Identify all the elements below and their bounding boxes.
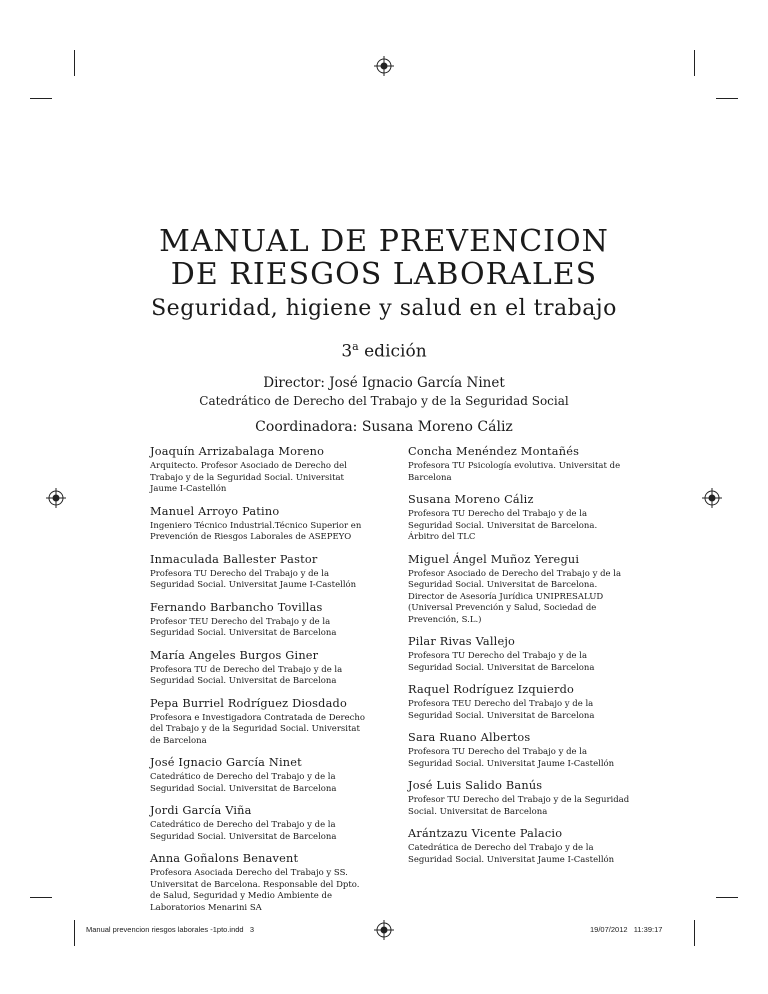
edition-label bbox=[0, 337, 768, 362]
contributor-name: Susana Moreno Cáliz bbox=[408, 493, 534, 506]
contributor-description: Profesora TU de Derecho del Trabajo y de la Seguridad Social. Universitat de Barcelona bbox=[150, 664, 343, 686]
contributor-name: Pilar Rivas Vallejo bbox=[408, 635, 516, 648]
contributor-description: Profesora TU Derecho del Trabajo y de la Seguridad Social. Universitat Jaume I-Castellón bbox=[150, 568, 357, 590]
crop-mark bbox=[74, 920, 75, 946]
registration-mark-icon bbox=[702, 488, 722, 508]
crop-mark bbox=[716, 98, 738, 99]
contributor-entry bbox=[150, 553, 372, 592]
edition-number: 3 bbox=[341, 341, 353, 362]
director-line: Director: José Ignacio García Ninet bbox=[263, 375, 505, 391]
book-subtitle: Seguridad, higiene y salud en el trabajo bbox=[151, 296, 617, 321]
crop-mark bbox=[694, 50, 695, 76]
contributor-name: María Angeles Burgos Giner bbox=[150, 648, 319, 662]
contributor-name: Fernando Barbancho Tovillas bbox=[150, 600, 323, 614]
contributor-description: Profesora TU Derecho del Trabajo y de la Seguridad Social. Universitat Jaume I-Castellón bbox=[408, 747, 615, 769]
contributor-name: Concha Menéndez Montañés bbox=[408, 445, 580, 458]
contributor-description: Profesor TEU Derecho del Trabajo y de la Seguridad Social. Universitat de Barcelona bbox=[150, 616, 337, 638]
crop-mark bbox=[74, 50, 75, 76]
contributor-description: Profesor TU Derecho del Trabajo y de la Seguridad Social. Universitat de Barcelona bbox=[408, 795, 630, 817]
contributor-entry bbox=[150, 505, 372, 544]
contributor-entry bbox=[150, 649, 372, 688]
contributor-entry bbox=[408, 683, 630, 722]
contributor-entry bbox=[150, 852, 372, 914]
contributor-description: Catedrático de Derecho del Trabajo y de la Seguridad Social. Universitat de Barcelona bbox=[150, 820, 337, 842]
contributor-name: Inmaculada Ballester Pastor bbox=[150, 552, 318, 566]
contributor-description: Profesora TEU Derecho del Trabajo y de la Seguridad Social. Universitat de Barcelona bbox=[408, 699, 595, 721]
crop-mark bbox=[30, 98, 52, 99]
book-title-line-1: MANUAL DE PREVENCION bbox=[159, 224, 609, 259]
contributor-description: Profesor Asociado de Derecho del Trabajo y de la Seguridad Social. Universitat de Barcelona. Director de Asesoría Jurídica UNIPRESALUD (Universal Prevención y Salud, Sociedad de Prevención, S.L.) bbox=[408, 568, 622, 625]
registration-mark-icon bbox=[374, 920, 394, 940]
coordinator-line: Coordinadora: Susana Moreno Cáliz bbox=[255, 419, 513, 435]
contributor-entry bbox=[408, 779, 630, 818]
contributor-entry bbox=[150, 756, 372, 795]
contributor-name: José Luis Salido Banús bbox=[408, 779, 543, 792]
book-title-line-2: DE RIESGOS LABORALES bbox=[170, 257, 598, 292]
contributor-name: Arántzazu Vicente Palacio bbox=[408, 827, 563, 840]
contributor-entry bbox=[408, 731, 630, 770]
contributor-description: Catedrático de Derecho del Trabajo y de la Seguridad Social. Universitat de Barcelona bbox=[150, 772, 337, 794]
contributor-entry bbox=[150, 804, 372, 843]
contributor-entry bbox=[408, 445, 630, 484]
contributor-name: Sara Ruano Albertos bbox=[408, 731, 531, 744]
registration-mark-icon bbox=[46, 488, 66, 508]
contributor-name: Pepa Burriel Rodríguez Diosdado bbox=[150, 696, 347, 710]
crop-mark bbox=[30, 897, 52, 898]
contributor-entry bbox=[150, 697, 372, 748]
contributor-name: Jordi García Viña bbox=[150, 804, 252, 817]
contributor-description: Ingeniero Técnico Industrial.Técnico Superior en Prevención de Riesgos Laborales de ASEPEYO bbox=[150, 520, 362, 542]
contributor-description: Profesora TU Derecho del Trabajo y de la Seguridad Social. Universitat de Barcelona bbox=[408, 651, 595, 673]
contributors-left-column bbox=[150, 445, 372, 914]
contributor-entry bbox=[150, 601, 372, 640]
contributor-name: Miguel Ángel Muñoz Yeregui bbox=[408, 552, 580, 566]
contributor-description: Profesora TU Psicología evolutiva. Universitat de Barcelona bbox=[408, 461, 621, 483]
contributor-name: Raquel Rodríguez Izquierdo bbox=[408, 683, 575, 696]
contributor-description: Profesora e Investigadora Contratada de Derecho del Trabajo y de la Seguridad Social. Universitat de Barcelona bbox=[150, 712, 365, 746]
file-name-slug: Manual prevencion riesgos laborales -1pto.indd 3 bbox=[86, 925, 255, 934]
contributor-description: Profesora TU Derecho del Trabajo y de la Seguridad Social. Universitat de Barcelona. Árbitro del TLC bbox=[408, 509, 598, 542]
contributor-entry bbox=[150, 445, 372, 496]
contributor-description: Profesora Asociada Derecho del Trabajo y SS. Universitat de Barcelona. Responsable del Dpto. de Salud, Seguridad y Medio Ambiente de Laboratorios Menarini SA bbox=[150, 868, 360, 913]
contributor-name: José Ignacio García Ninet bbox=[150, 756, 302, 769]
contributor-entry bbox=[408, 827, 630, 866]
contributor-description: Catedrática de Derecho del Trabajo y de la Seguridad Social. Universitat Jaume I-Castellón bbox=[408, 843, 615, 865]
edition-word: edición bbox=[364, 341, 427, 362]
director-role: Catedrático de Derecho del Trabajo y de la Seguridad Social bbox=[199, 394, 569, 408]
contributors-right-column bbox=[408, 445, 630, 866]
contributor-entry bbox=[408, 635, 630, 674]
registration-mark-icon bbox=[374, 56, 394, 76]
crop-mark bbox=[716, 897, 738, 898]
contributor-name: Anna Goñalons Benavent bbox=[150, 852, 299, 865]
contributor-name: Manuel Arroyo Patino bbox=[150, 504, 280, 518]
contributor-entry bbox=[408, 553, 630, 627]
edition-superscript: a bbox=[352, 340, 359, 353]
crop-mark bbox=[694, 920, 695, 946]
contributor-name: Joaquín Arrizabalaga Moreno bbox=[150, 445, 325, 458]
timestamp-slug: 19/07/2012 11:39:17 bbox=[590, 925, 663, 934]
contributor-description: Arquitecto. Profesor Asociado de Derecho del Trabajo y de la Seguridad Social. Universitat Jaume I-Castellón bbox=[150, 461, 347, 494]
contributor-entry bbox=[408, 493, 630, 544]
